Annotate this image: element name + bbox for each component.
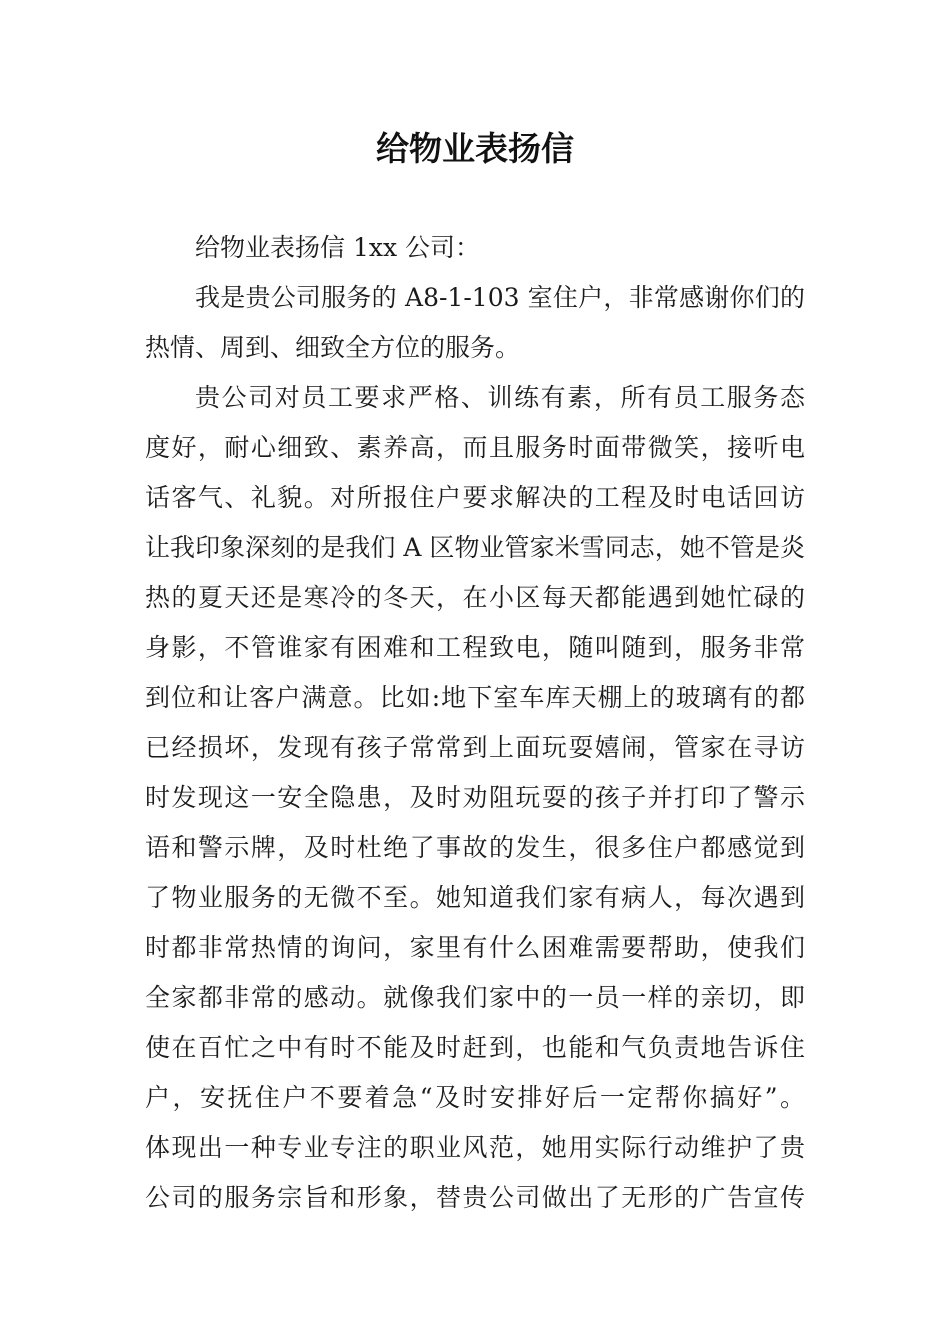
body-line: 度好，耐心细致、素养高，而且服务时面带微笑，接听电 (145, 433, 805, 462)
body-line: 体现出一种专业专注的职业风范，她用实际行动维护了贵 (145, 1133, 805, 1162)
body-line: 语和警示牌，及时杜绝了事故的发生，很多住户都感觉到 (145, 833, 805, 862)
body-line: 时发现这一安全隐患，及时劝阻玩耍的孩子并打印了警示 (145, 783, 805, 812)
body-line: 到位和让客户满意。比如:地下室车库天棚上的玻璃有的都 (145, 683, 805, 712)
body-line: 公司的服务宗旨和形象，替贵公司做出了无形的广告宣传 (145, 1183, 805, 1212)
body-line: 已经损坏，发现有孩子常常到上面玩耍嬉闹，管家在寻访 (145, 733, 805, 762)
body-line: 热的夏天还是寒冷的冬天，在小区每天都能遇到她忙碌的 (145, 583, 805, 612)
body-line: 全家都非常的感动。就像我们家中的一员一样的亲切，即 (145, 983, 805, 1012)
body-line: 热情、周到、细致全方位的服务。 (145, 333, 521, 362)
body-line: 时都非常热情的询问，家里有什么困难需要帮助，使我们 (145, 933, 805, 962)
body-line: 让我印象深刻的是我们 A 区物业管家米雪同志，她不管是炎 (145, 533, 805, 562)
body-line: 贵公司对员工要求严格、训练有素，所有员工服务态 (195, 383, 805, 412)
body-line: 我是贵公司服务的 A8-1-103 室住户，非常感谢你们的 (195, 283, 805, 312)
body-line: 了物业服务的无微不至。她知道我们家有病人，每次遇到 (145, 883, 805, 912)
letter-body (145, 223, 805, 1223)
body-line: 户，安抚住户不要着急“及时安排好后一定帮你搞好”。 (145, 1083, 805, 1112)
salutation-line: 给物业表扬信 1xx 公司： (195, 233, 480, 262)
body-line: 使在百忙之中有时不能及时赶到，也能和气负责地告诉住 (145, 1033, 805, 1062)
body-line: 话客气、礼貌。对所报住户要求解决的工程及时电话回访 (145, 483, 805, 512)
document-title: 给物业表扬信 (376, 129, 574, 168)
body-line: 身影，不管谁家有困难和工程致电，随叫随到，服务非常 (145, 633, 805, 662)
